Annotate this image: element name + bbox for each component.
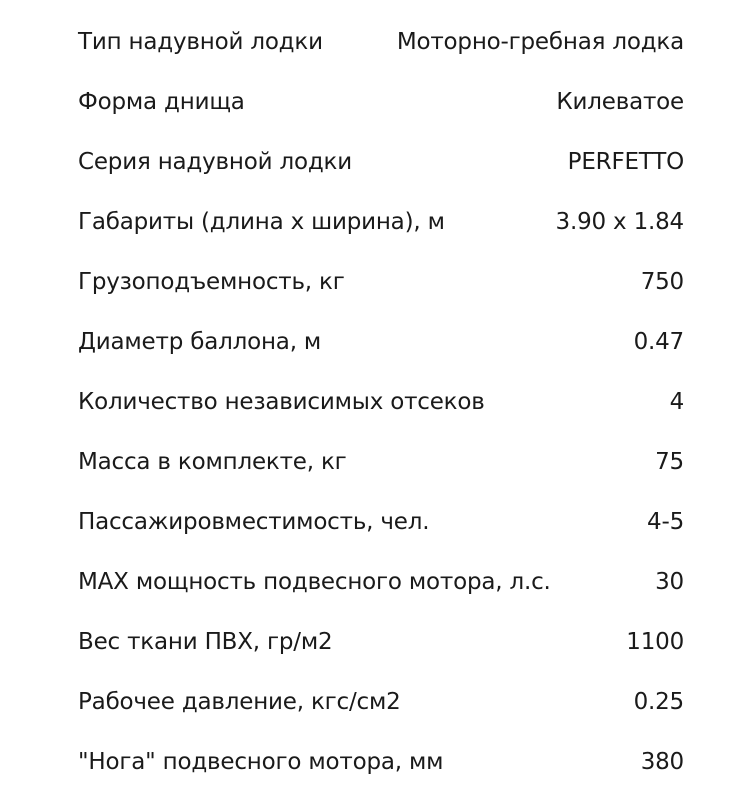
- spec-row-dimensions: [78, 192, 684, 252]
- spec-value: 0.47: [633, 329, 684, 355]
- spec-value: Моторно-гребная лодка: [396, 29, 684, 55]
- spec-value: 4: [669, 389, 684, 415]
- spec-row-pressure: [78, 672, 684, 732]
- spec-value: Килеватое: [556, 89, 684, 115]
- spec-row-motor-leg: [78, 732, 684, 792]
- spec-label: Рабочее давление, кгс/см2: [78, 689, 401, 715]
- spec-value: 0.25: [633, 689, 684, 715]
- spec-label: Грузоподъемность, кг: [78, 269, 345, 295]
- spec-row-weight: [78, 432, 684, 492]
- spec-label: "Нога" подвесного мотора, мм: [78, 749, 444, 775]
- spec-row-load-capacity: [78, 252, 684, 312]
- spec-value: 75: [655, 449, 684, 475]
- spec-label: Пассажировместимость, чел.: [78, 509, 430, 535]
- spec-label: Форма днища: [78, 89, 245, 115]
- spec-row-compartments: [78, 372, 684, 432]
- spec-value: 3.90 х 1.84: [555, 209, 684, 235]
- spec-value: 1100: [626, 629, 684, 655]
- spec-row-fabric-weight: [78, 612, 684, 672]
- spec-table: [78, 12, 684, 792]
- spec-value: 750: [640, 269, 684, 295]
- spec-label: Диаметр баллона, м: [78, 329, 322, 355]
- spec-value: 30: [655, 569, 684, 595]
- spec-row-boat-type: [78, 12, 684, 72]
- spec-label: Тип надувной лодки: [78, 29, 323, 55]
- spec-label: Количество независимых отсеков: [78, 389, 485, 415]
- spec-row-max-power: [78, 552, 684, 612]
- spec-row-series: [78, 132, 684, 192]
- spec-label: Габариты (длина х ширина), м: [78, 209, 445, 235]
- spec-row-passengers: [78, 492, 684, 552]
- spec-value: PERFETTO: [567, 149, 684, 175]
- spec-label: Вес ткани ПВХ, гр/м2: [78, 629, 333, 655]
- spec-label: Масса в комплекте, кг: [78, 449, 347, 475]
- spec-row-tube-diameter: [78, 312, 684, 372]
- spec-row-hull-shape: [78, 72, 684, 132]
- spec-label: MAX мощность подвесного мотора, л.с.: [78, 569, 551, 595]
- spec-value: 380: [640, 749, 684, 775]
- spec-label: Серия надувной лодки: [78, 149, 352, 175]
- spec-value: 4-5: [647, 509, 684, 535]
